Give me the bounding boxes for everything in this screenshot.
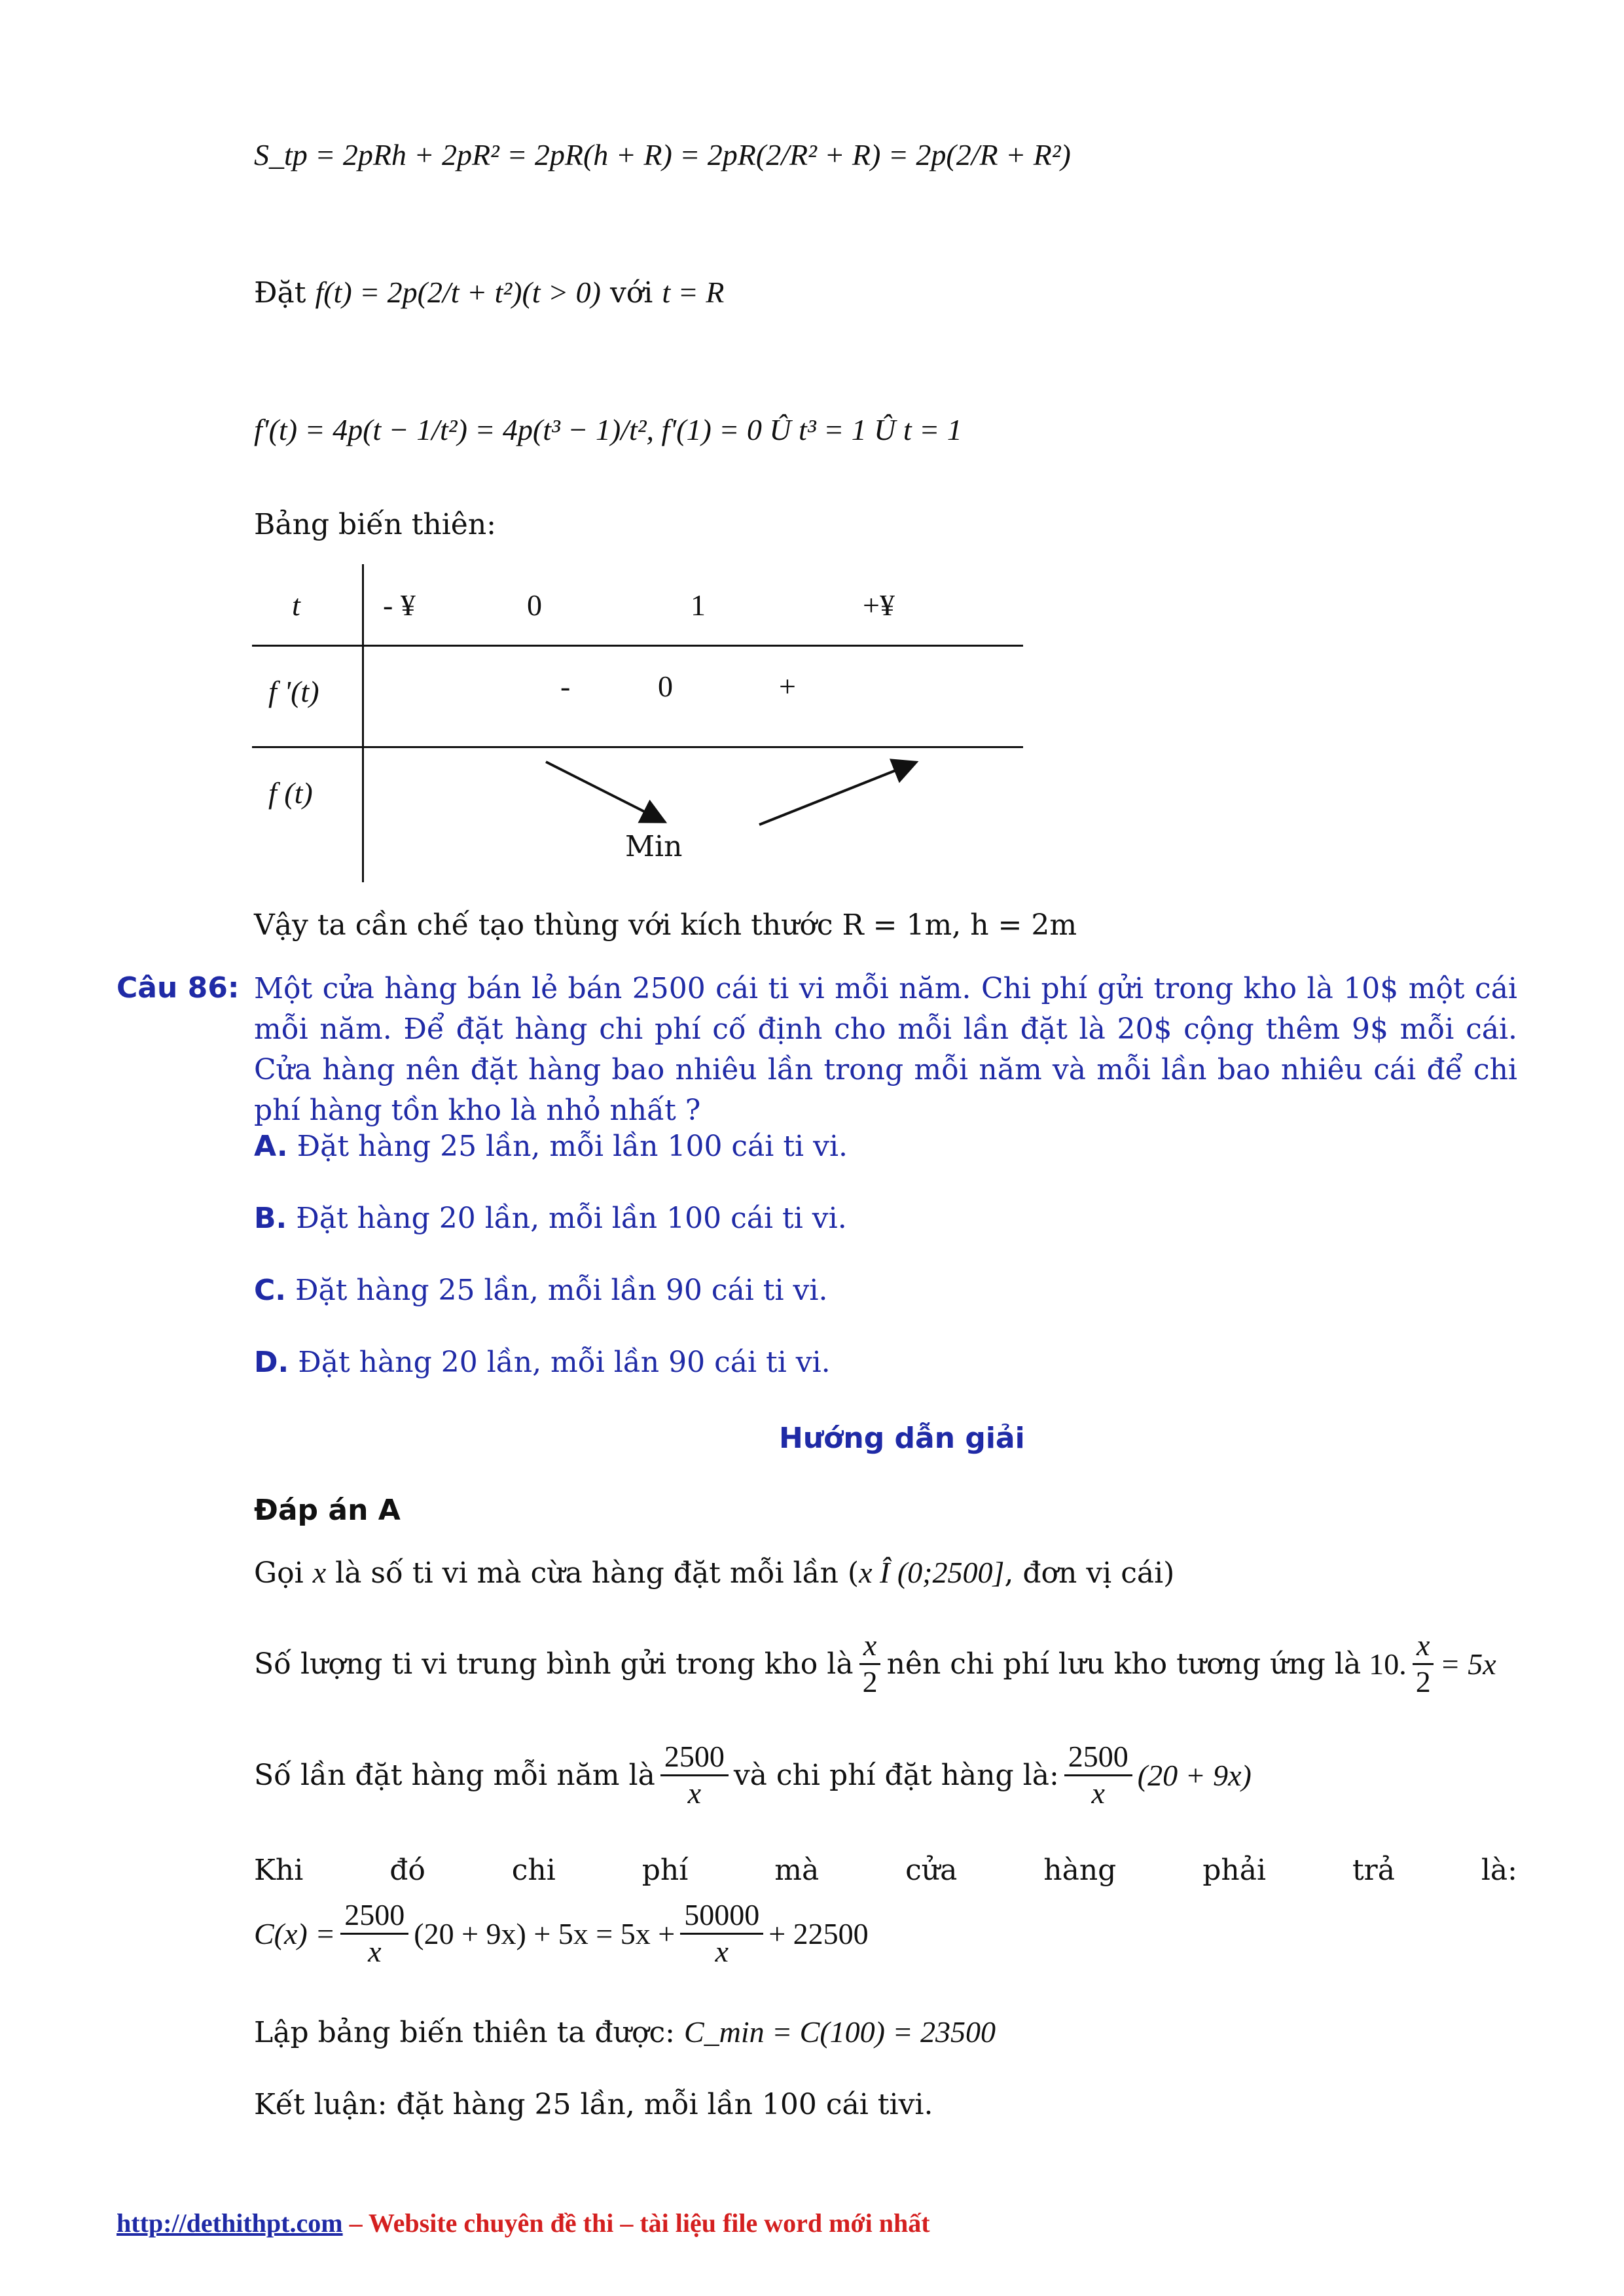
sign-plus: + [779,670,796,703]
frac-den: x [1091,1776,1105,1810]
row-label-f: f (t) [268,776,313,810]
fraction-2500-over-x-b [1064,1740,1132,1811]
min-label: Min [625,830,683,863]
frac-num: x [859,1628,880,1665]
line5-cx: C(x) = [254,1916,336,1950]
line1-text-b: là số ti vi mà cừa hàng đặt mỗi lần ( [335,1556,859,1590]
table-vertical-line [362,564,364,882]
fraction-2500-over-x-c [340,1898,408,1969]
option-c [254,1274,827,1307]
formula-stp: S_tp = 2pRh + 2pR² = 2pR(h + R) = 2pR(2/R² + R) = 2p(2/R + R²) [254,138,1071,171]
solution-line-4: Khi đó chi phí mà cửa hàng phải trả là: [254,1854,1517,1887]
t-value-neg-inf: - ¥ [383,588,416,622]
formula-dat-line [254,275,724,310]
table-hline-1 [252,645,1023,647]
option-a-text: Đặt hàng 25 lần, mỗi lần 100 cái ti vi. [297,1130,848,1163]
option-d [254,1346,831,1379]
frac-num: 2500 [660,1740,729,1776]
line2-text-a: Số lượng ti vi trung bình gửi trong kho là [254,1647,854,1681]
solution-conclusion: Kết luận: đặt hàng 25 lần, mỗi lần 100 cái tivi. [254,2088,933,2121]
option-b-letter: B. [254,1202,287,1235]
row-label-fprime: f '(t) [268,675,319,708]
line5-const: + 22500 [768,1916,869,1950]
page-footer [117,2208,930,2238]
frac-den: 2 [1415,1664,1431,1698]
footer-link[interactable]: http://dethithpt.com [117,2208,343,2238]
solution-heading: Hướng dẫn giải [779,1422,1025,1455]
line1-text-a: Gọi [254,1556,304,1590]
table-title: Bảng biến thiên: [254,508,496,541]
ft-definition: f(t) = 2p(2/t + t²)(t > 0) [315,276,601,309]
line1-text-d: , đơn vị cái) [1004,1556,1175,1590]
frac-den: 2 [862,1664,878,1698]
frac-num: x [1413,1628,1434,1665]
frac-den: x [687,1776,702,1810]
fraction-2500-over-x [660,1740,729,1811]
frac-den: x [368,1934,382,1968]
option-c-text: Đặt hàng 25 lần, mỗi lần 90 cái ti vi. [295,1274,828,1307]
line2-text-b: nên chi phí lưu kho tương ứng là [886,1647,1362,1681]
conclusion-previous: Vậy ta cần chế tạo thùng với kích thước R = 1m, h = 2m [254,908,1077,942]
fraction-50000-over-x [680,1898,763,1969]
t-value-pos-inf: +¥ [863,588,895,622]
question-label: Câu 86: [117,971,240,1005]
t-value-0: 0 [527,588,542,622]
solution-line-5 [254,1898,869,1969]
fraction-x-over-2-b [1412,1628,1435,1700]
solution-line-6 [254,2015,996,2049]
question-text: Một cửa hàng bán lẻ bán 2500 cái ti vi mỗi năm. Chi phí gửi trong kho là 10$ một cái mỗi năm. Để đặt hàng chi phí cố định cho mỗi lần đặt là 20$ cộng thêm 9$ mỗi cái. Cửa hàng nên đặt hàng bao nhiêu lần trong mỗi năm và mỗi lần bao nhiêu cái để chi phí hàng tồn kho là nhỏ nhất ? [254,972,1517,1127]
variation-arrows [537,753,929,838]
line1-domain: x Î (0;2500] [859,1556,1005,1589]
frac-num: 2500 [1064,1740,1132,1776]
line1-var-x: x [312,1556,327,1589]
line6-text: Lập bảng biến thiên ta được: [254,2016,675,2049]
option-a-letter: A. [254,1130,288,1163]
frac-num: 2500 [340,1898,408,1935]
option-a [254,1130,848,1163]
footer-text: – Website chuyên đề thi – tài liệu file word mới nhất [342,2208,930,2238]
table-hline-2 [252,746,1023,748]
dat-label: Đặt [254,276,306,310]
sign-zero: 0 [658,670,673,703]
line3-text-a: Số lần đặt hàng mỗi năm là [254,1758,655,1792]
t-equals-r: t = R [662,276,725,309]
line5-expr: (20 + 9x) + 5x = 5x + [414,1916,676,1950]
option-b [254,1202,847,1235]
frac-num: 50000 [680,1898,763,1935]
option-d-text: Đặt hàng 20 lần, mỗi lần 90 cái ti vi. [298,1346,831,1379]
formula-fprime: f'(t) = 4p(t − 1/t²) = 4p(t³ − 1)/t², f'(1) = 0 Û t³ = 1 Û t = 1 [254,413,962,446]
line3-expr: (20 + 9x) [1137,1758,1252,1792]
option-b-text: Đặt hàng 20 lần, mỗi lần 100 cái ti vi. [296,1202,847,1235]
option-c-letter: C. [254,1274,287,1307]
decreasing-arrow [546,762,662,821]
solution-line-3 [254,1740,1252,1811]
frac-den: x [715,1934,729,1968]
voi-label: với [609,276,653,310]
row-label-t: t [292,588,300,622]
fraction-x-over-2 [859,1628,882,1700]
line6-cmin: C_min = C(100) = 23500 [683,2015,996,2049]
line3-text-b: và chi phí đặt hàng là: [733,1758,1059,1792]
option-d-letter: D. [254,1346,289,1379]
sign-minus: - [560,670,571,703]
increasing-arrow [759,763,914,825]
answer-label: Đáp án A [254,1494,401,1527]
solution-line-1 [254,1555,1174,1590]
solution-line-2 [254,1628,1496,1700]
line2-ten: 10. [1369,1647,1407,1681]
t-value-1: 1 [691,588,706,622]
line2-result: = 5x [1439,1647,1496,1681]
